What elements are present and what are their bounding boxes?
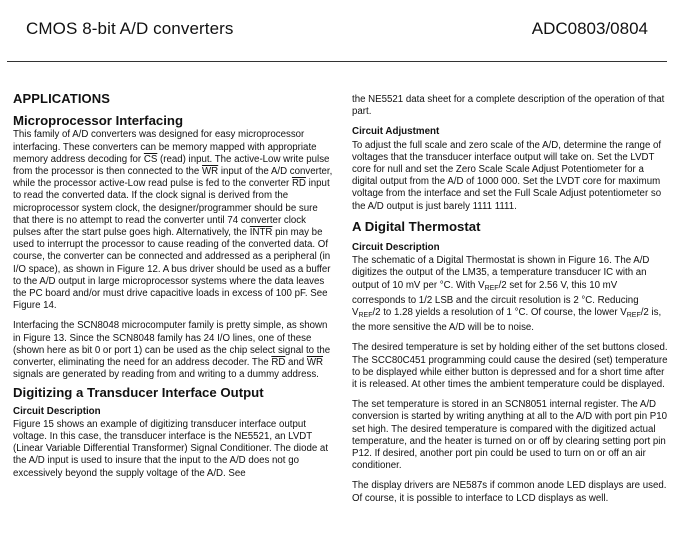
- intr-signal: INTR: [249, 227, 273, 239]
- microprocessor-paragraph-2: [13, 320, 333, 381]
- text-run: /2 set for 2.56 V, this 10 mV corresponds to 1/2 LSB and the circuit resolution is 2 °C. Reducing V: [352, 279, 639, 319]
- left-column: [13, 93, 333, 488]
- circuit-adjustment-heading: Circuit Adjustment: [352, 126, 440, 138]
- thermostat-paragraph-4: The display drivers are NE587s if common anode LED displays are used. Of course, it is possible to interface to LCD displays as well.: [352, 480, 667, 504]
- text-run: (read) input. The active-Low write pulse from the processor is then connected to the: [13, 153, 330, 178]
- text-run: /2 is, the more sensitive the A/D will be to noise.: [352, 307, 662, 334]
- vref-subscript: REF: [626, 312, 641, 320]
- cs-signal: $\overline{CS}$: [143, 153, 158, 165]
- wr-signal: $\overline{WR}$: [306, 357, 324, 369]
- digitizing-heading: Digitizing a Transducer Interface Output: [13, 385, 264, 401]
- continuation-paragraph: the NE5521 data sheet for a complete description of the operation of that part.: [352, 94, 665, 118]
- text-run: Interfacing the SCN8048 microcomputer family is pretty simple, as shown in Figure 13. Since the SCN8048 family has 24 I/O lines, one of these (shown here as bit 0 or port 1) can be used as the chip select signal to the converter, eliminating the need for an address decoder. The: [13, 320, 331, 369]
- circuit-adjustment-paragraph: To adjust the full scale and zero scale of the A/D, determine the range of voltages that the transducer interface output will take on. Set the LVDT core for null and set the Zero Scale Scale Adjust Potentiometer for a digital output from the A/D of 1000 000. Set the LVDT core for maximum voltage from the interface and set the Full Scale Adjust potentiometer so the A/D output is just barely 1111 1111.: [352, 139, 662, 212]
- digital-thermostat-heading: A Digital Thermostat: [352, 218, 481, 234]
- text-run: This family of A/D converters was designed for easy microprocessor interfacing. These converters can be memory mapped with appropriate memory address decoding for: [13, 129, 317, 165]
- thermostat-paragraph-2: The desired temperature is set by holding either of the set buttons closed. The SCC80C451 programming could cause the desired (set) temperature to be displayed while either button is depressed and for a short time after it is released. At other times the ambient temperature could be displayed.: [352, 342, 668, 391]
- header-rule: [7, 61, 667, 62]
- vref-subscript: REF: [484, 284, 499, 292]
- document-title: CMOS 8-bit A/D converters: [26, 19, 234, 38]
- rd-signal: $\overline{RD}$: [271, 357, 286, 369]
- vref-subscript: REF: [358, 312, 373, 320]
- microprocessor-interfacing-heading: Microprocessor Interfacing: [13, 113, 184, 129]
- text-run: The schematic of a Digital Thermostat is shown in Figure 16. The A/D digitizes the output of the LM35, a temperature transducer IC with an output of 10 mV per °C. With V: [352, 255, 650, 291]
- circuit-description-heading: Circuit Description: [352, 242, 440, 254]
- right-column: [352, 94, 668, 513]
- thermostat-paragraph-1: [352, 255, 668, 334]
- applications-heading: APPLICATIONS: [13, 91, 111, 106]
- text-run: pin may be used to interrupt the processor to cause reading of the converted data. Of course, the converter can be connected and addressed as a peripheral (in I/O space), as shown in Figure 12. A bus driver should be used as a buffer to the A/D output in large microprocessor systems where the data leaves the PC board and/or must drive capacitive loads in excess of 100 pF. See Figure 14.: [13, 227, 331, 312]
- part-number: ADC0803/0804: [531, 19, 648, 38]
- digitizing-paragraph: Figure 15 shows an example of digitizing transducer interface output voltage. In this case, the transducer interface is the NE5521, an LVDT (Linear Variable Differential Transformer) Signal Conditioner. The diode at the A/D input is used to insure that the input to the A/D does not go excessively beyond the supply voltage of the A/D. See: [13, 418, 329, 479]
- text-run: signals are generated by reading from and writing to a dummy address.: [13, 369, 319, 381]
- circuit-description-heading: Circuit Description: [13, 405, 101, 417]
- rd-signal: $\overline{RD}$: [291, 178, 306, 190]
- wr-signal: $\overline{WR}$: [202, 166, 219, 178]
- microprocessor-paragraph-1: [13, 129, 333, 312]
- text-run: input to read the converted data. If the clock signal is derived from the microprocessor system clock, the designer/programmer should be sure that there is no attempt to read the converter until 74 converter clock pulses after the start pulse goes high. Alternatively, the: [13, 178, 330, 239]
- text-run: input of the A/D converter, while the processor active-Low read pulse is fed to the converter: [13, 166, 333, 190]
- page-header: [0, 0, 674, 62]
- text-run: and: [285, 357, 307, 369]
- text-run: /2 to 1.28 yields a resolution of 1 °C. Of course, the lower V: [372, 307, 627, 319]
- thermostat-paragraph-3: The set temperature is stored in an SCN8051 internal register. The A/D conversion is started by writing anything at all to the A/D with port pin P10 set high. The desired temperature is compared with the digitized actual temperature, and the heater is turned on or off by clearing setting port pin P12. If desired, another port pin could be used to turn on or off an air conditioner.: [352, 399, 668, 472]
